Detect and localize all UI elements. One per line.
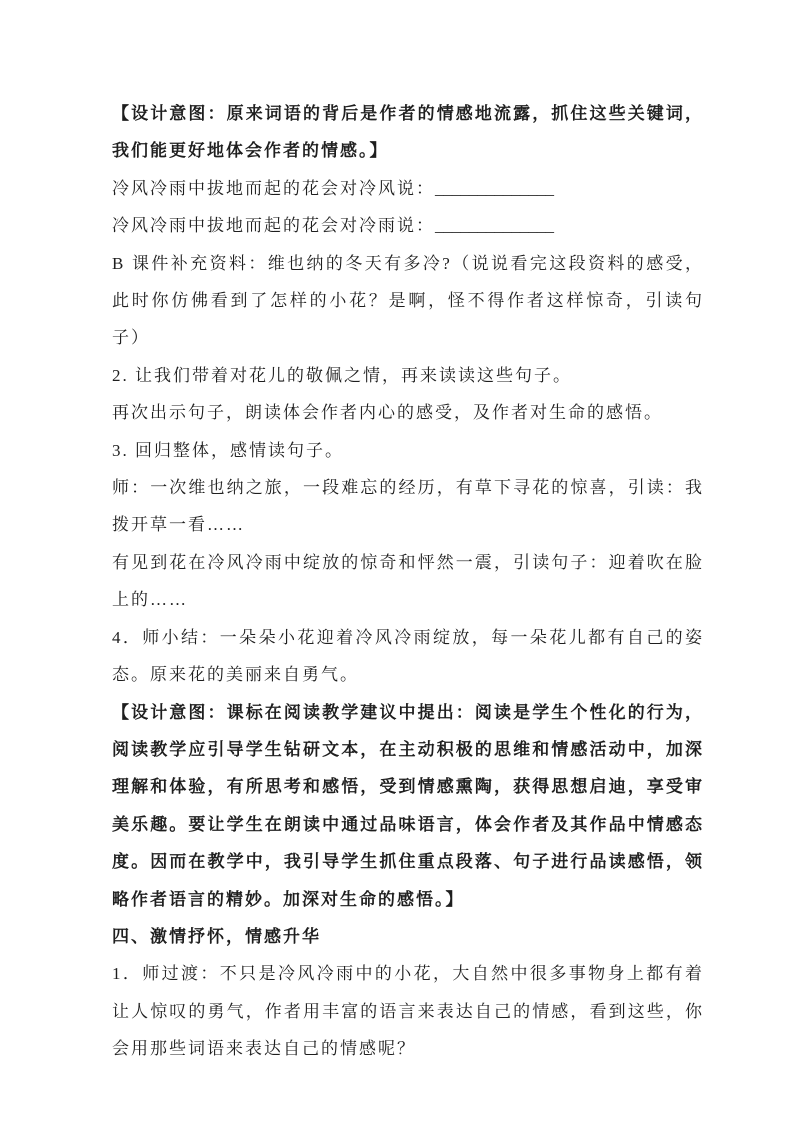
design-intent-note-2: 【设计意图：课标在阅读教学建议中提出：阅读是学生个性化的行为，阅读教学应引导学生钻研文本，在主动积极的思维和情感活动中，加深理解和体验，有所思考和感悟，受到情感熏陶，获得思想启迪，享受审美乐趣。要让学生在朗读中通过品味语言，体会作者及其作品中情感态度。因而在教学中，我引导学生抓住重点段落、句子进行品读感悟，领略作者语言的精妙。加深对生命的感悟。】: [112, 702, 704, 909]
step-4-teacher-summary-paragraph: 4．师小结：一朵朵小花迎着冷风冷雨绽放，每一朵花儿都有自己的姿态。原来花的美丽来自勇气。: [112, 627, 704, 685]
step-2-paragraph: 2. 让我们带着对花儿的敬佩之情，再来读读这些句子。: [112, 365, 572, 385]
blank-underline-1: ______________: [435, 178, 554, 198]
blank-underline-2: ______________: [435, 216, 554, 236]
teacher-lead-in-paragraph-1: 师：一次维也纳之旅，一段难忘的经历，有草下寻花的惊喜，引读：我拨开草一看……: [112, 478, 704, 535]
fill-blank-line-cold-rain-text: 冷风冷雨中拔地而起的花会对冷雨说：: [112, 216, 435, 236]
section-4-heading: 四、激情抒怀，情感升华: [112, 926, 321, 946]
step-3-paragraph: 3. 回归整体，感情读句子。: [112, 440, 344, 460]
design-intent-note-1: 【设计意图：原来词语的背后是作者的情感地流露，抓住这些关键词，我们能更好地体会作者的情感。】: [112, 104, 704, 161]
fill-blank-line-cold-wind-text: 冷风冷雨中拔地而起的花会对冷风说：: [112, 178, 435, 198]
fill-blank-line-cold-rain: [112, 207, 704, 244]
courseware-supplement-paragraph: B 课件补充资料：维也纳的冬天有多冷?（说说看完这段资料的感受，此时你仿佛看到了怎样的小花？是啊，怪不得作者这样惊奇，引读句子）: [112, 253, 704, 348]
reread-sentences-paragraph: 再次出示句子，朗读体会作者内心的感受，及作者对生命的感悟。: [112, 403, 663, 423]
fill-blank-line-cold-wind: [112, 170, 704, 207]
teacher-lead-in-paragraph-2: 有见到花在冷风冷雨中绽放的惊奇和怦然一震，引读句子：迎着吹在脸上的……: [112, 552, 704, 610]
step-1-transition-paragraph: 1．师过渡：不只是冷风冷雨中的小花，大自然中很多事物身上都有着让人惊叹的勇气，作者用丰富的语言来表达自己的情感，看到这些，你会用那些词语来表达自己的情感呢？: [112, 964, 704, 1059]
document-body: [112, 95, 704, 1068]
